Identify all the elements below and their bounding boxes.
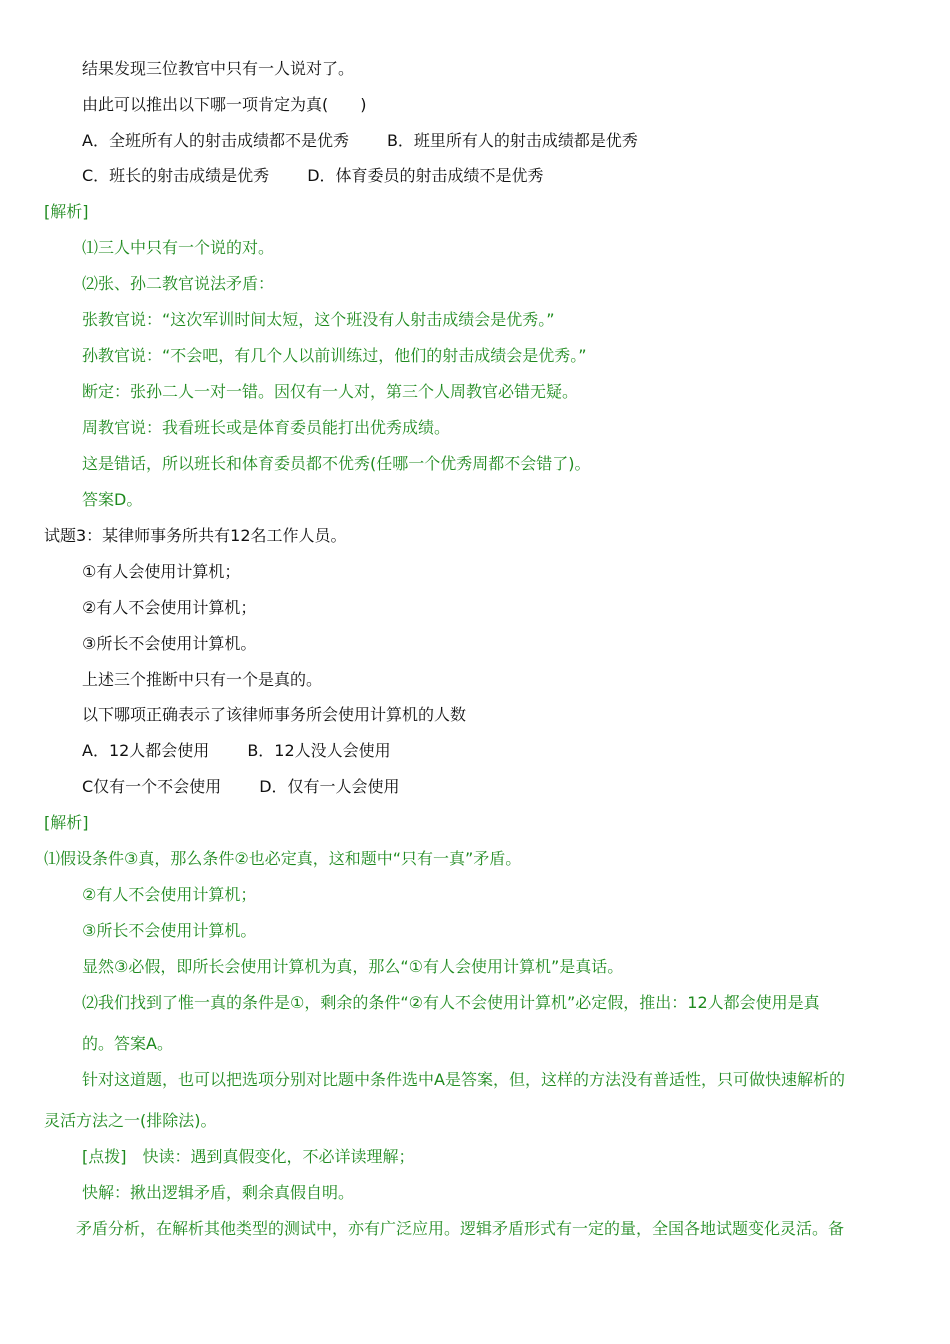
q3-option-a: A．12人都会使用	[82, 741, 210, 760]
q3-statement-1: ①有人会使用计算机；	[82, 562, 241, 581]
analysis1-line: ⑴三人中只有一个说的对。	[82, 238, 275, 257]
q3-option-d: D．仅有一人会使用	[259, 777, 400, 796]
analysis2-line: 针对这道题，也可以把选项分别对比题中条件选中A是答案，但，这样的方法没有普适性，只可做快速解析的	[82, 1070, 845, 1089]
analysis1-line: 张教官说：“这次军训时间太短，这个班没有人射击成绩会是优秀。”	[82, 310, 555, 329]
tip-line: [点拨] 快读：遇到真假变化，不必详读理解；	[82, 1147, 415, 1166]
q3-options-row-2	[82, 777, 400, 797]
q3-truth-line: 上述三个推断中只有一个是真的。	[82, 670, 323, 689]
analysis2-line: ②有人不会使用计算机；	[82, 885, 257, 904]
q3-statement-3: ③所长不会使用计算机。	[82, 634, 257, 653]
q2-options-row-2	[82, 166, 544, 186]
summary-line: 矛盾分析，在解析其他类型的测试中，亦有广泛应用。逻辑矛盾形式有一定的量，全国各地试题变化灵活。备	[76, 1219, 845, 1238]
analysis2-line: 灵活方法之一(排除法)。	[44, 1111, 217, 1130]
q2-option-a: A．全班所有人的射击成绩都不是优秀	[82, 131, 349, 150]
analysis1-line: 孙教官说：“不会吧，有几个人以前训练过，他们的射击成绩会是优秀。”	[82, 346, 587, 365]
analysis1-line: 断定：张孙二人一对一错。因仅有一人对，第三个人周教官必错无疑。	[82, 382, 579, 401]
analysis2-answer: 的。答案A。	[82, 1034, 173, 1053]
analysis1-answer: 答案D。	[82, 490, 143, 509]
analysis1-line: 周教官说：我看班长或是体育委员能打出优秀成绩。	[82, 418, 451, 437]
q2-option-c: C．班长的射击成绩是优秀	[82, 166, 270, 185]
q2-line-result: 结果发现三位教官中只有一人说对了。	[82, 59, 355, 78]
analysis2-line: ⑴假设条件③真，那么条件②也必定真，这和题中“只有一真”矛盾。	[44, 849, 522, 868]
q3-question: 以下哪项正确表示了该律师事务所会使用计算机的人数	[82, 705, 467, 724]
analysis1-line: ⑵张、孙二教官说法矛盾：	[82, 274, 275, 293]
q2-option-d: D．体育委员的射击成绩不是优秀	[307, 166, 544, 185]
q3-option-c: C仅有一个不会使用	[82, 777, 222, 796]
q3-options-row-1	[82, 741, 391, 761]
analysis2-heading: [解析]	[44, 813, 89, 832]
analysis2-line: 显然③必假，即所长会使用计算机为真，那么“①有人会使用计算机”是真话。	[82, 957, 624, 976]
tip-line: 快解：揪出逻辑矛盾，剩余真假自明。	[82, 1183, 355, 1202]
analysis2-line: ⑵我们找到了惟一真的条件是①，剩余的条件“②有人不会使用计算机”必定假，推出：12人都会使用是真	[82, 993, 820, 1012]
q2-option-b: B．班里所有人的射击成绩都是优秀	[386, 131, 638, 150]
q3-statement-2: ②有人不会使用计算机；	[82, 598, 257, 617]
q3-title: 试题3：某律师事务所共有12名工作人员。	[44, 526, 347, 545]
analysis2-line: ③所长不会使用计算机。	[82, 921, 257, 940]
analysis1-line: 这是错话，所以班长和体育委员都不优秀(任哪一个优秀周都不会错了)。	[82, 454, 591, 473]
q2-line-question: 由此可以推出以下哪一项肯定为真( )	[82, 95, 367, 114]
q2-options-row-1	[82, 131, 638, 151]
analysis1-heading: [解析]	[44, 202, 89, 221]
q3-option-b: B．12人没人会使用	[247, 741, 391, 760]
